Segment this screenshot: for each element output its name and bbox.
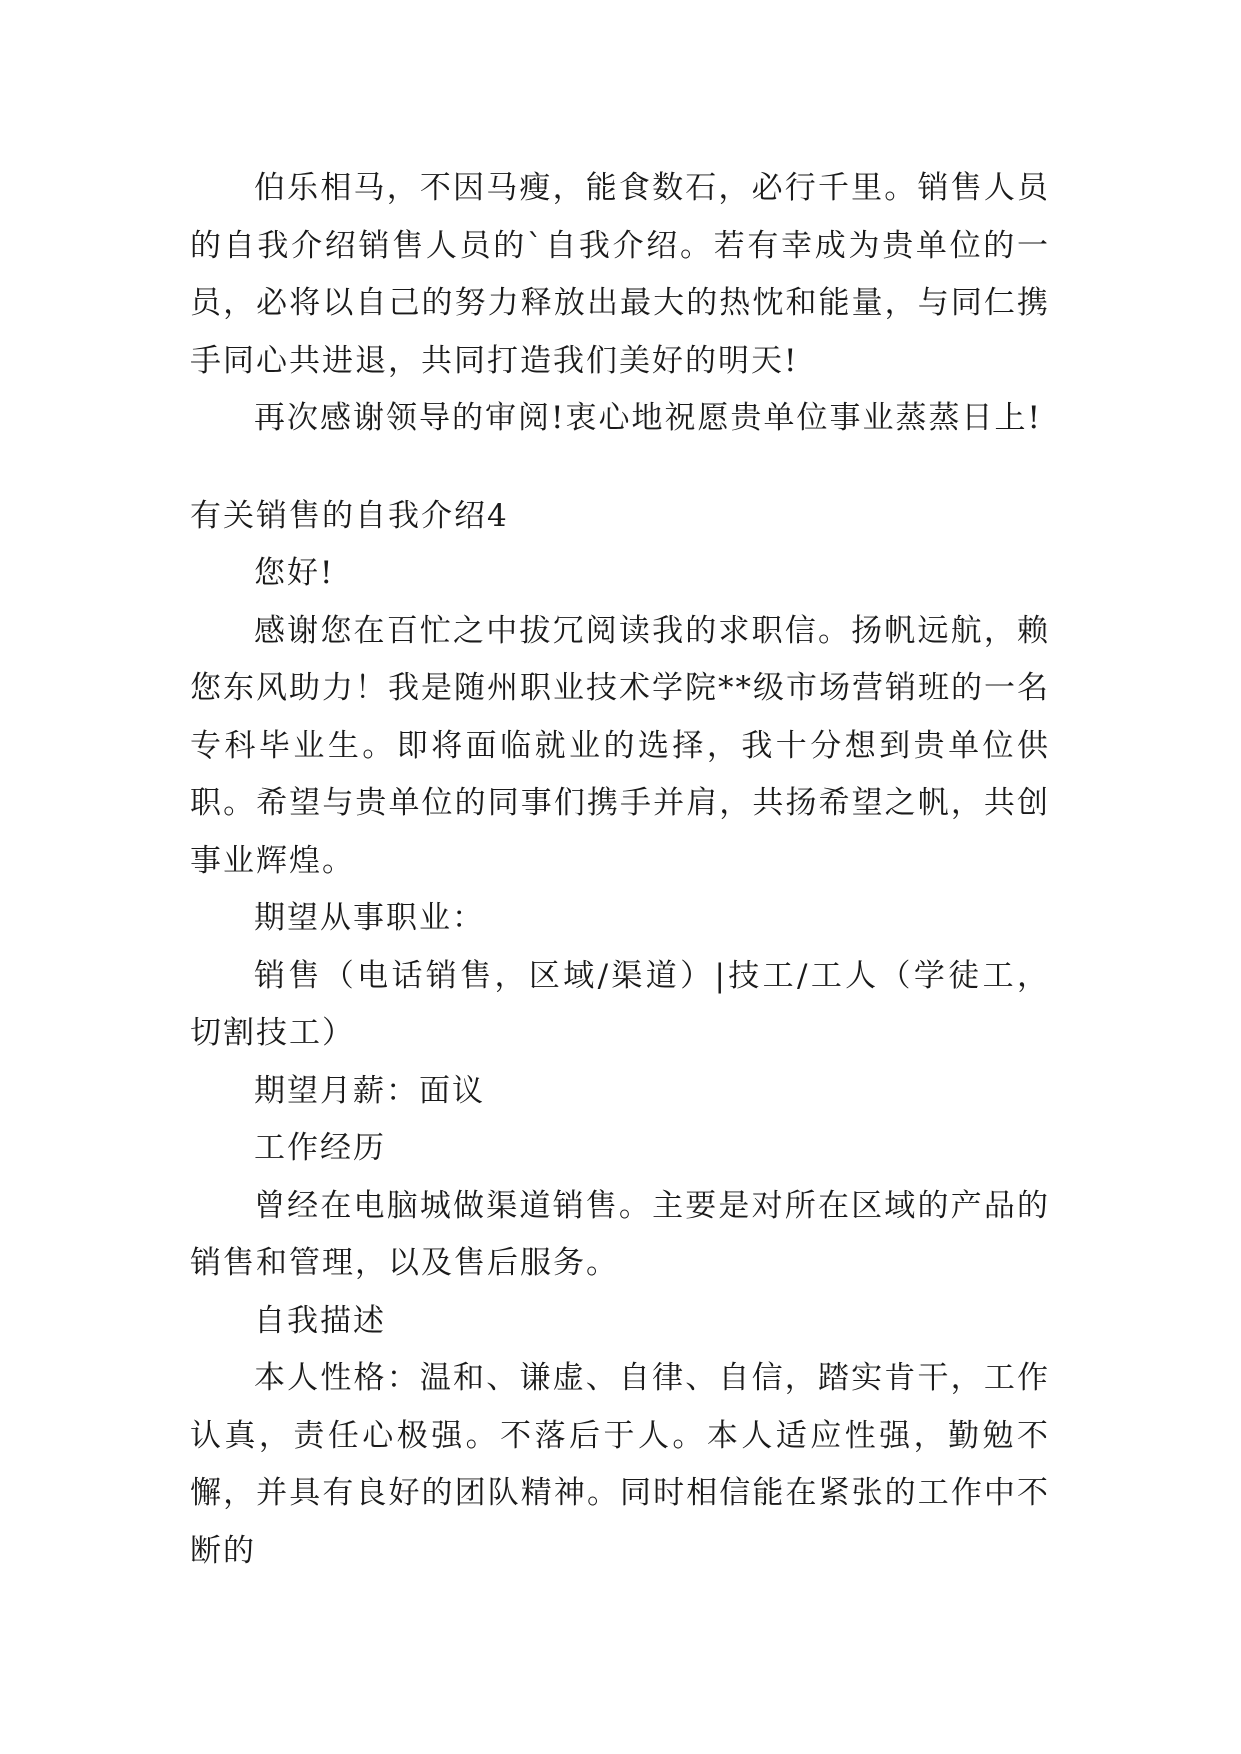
document-body bbox=[190, 160, 1050, 1580]
paragraph-greeting: 您好! bbox=[254, 555, 335, 591]
paragraph-self-description-label: 自我描述 bbox=[254, 1302, 386, 1339]
paragraph-desired-job-label: 期望从事职业： bbox=[254, 900, 485, 936]
paragraph-salary: 期望月薪：面议 bbox=[254, 1072, 485, 1109]
paragraph-bole: 伯乐相马，不因马瘦，能食数石，必行千里。销售人员的自我介绍销售人员的`自我介绍。若有幸成为贵单位的一员，必将以自己的努力释放出最大的热忱和能量，与同仁携手同心共进退，共同打造我们美好的明天! bbox=[190, 170, 1050, 379]
section-heading: 有关销售的自我介绍4 bbox=[190, 497, 509, 534]
paragraph-self-description: 本人性格：温和、谦虚、自律、自信，踏实肯干，工作认真，责任心极强。不落后于人。本人适应性强，勤勉不懈，并具有良好的团队精神。同时相信能在紧张的工作中不断的 bbox=[190, 1360, 1050, 1569]
paragraph-thanks: 再次感谢领导的审阅!衷心地祝愿贵单位事业蒸蒸日上! bbox=[254, 400, 1042, 436]
paragraph-intro: 感谢您在百忙之中拔冗阅读我的求职信。扬帆远航，赖您东风助力！我是随州职业技术学院**级市场营销班的一名专科毕业生。即将面临就业的选择，我十分想到贵单位供职。希望与贵单位的同事们携手并肩，共扬希望之帆，共创事业辉煌。 bbox=[190, 612, 1050, 879]
paragraph-work-history-label: 工作经历 bbox=[254, 1130, 386, 1166]
paragraph-desired-job: 销售（电话销售，区域/渠道）|技工/工人（学徒工，切割技工） bbox=[190, 957, 1050, 1051]
paragraph-work-history: 曾经在电脑城做渠道销售。主要是对所在区域的产品的销售和管理，以及售后服务。 bbox=[190, 1187, 1050, 1281]
